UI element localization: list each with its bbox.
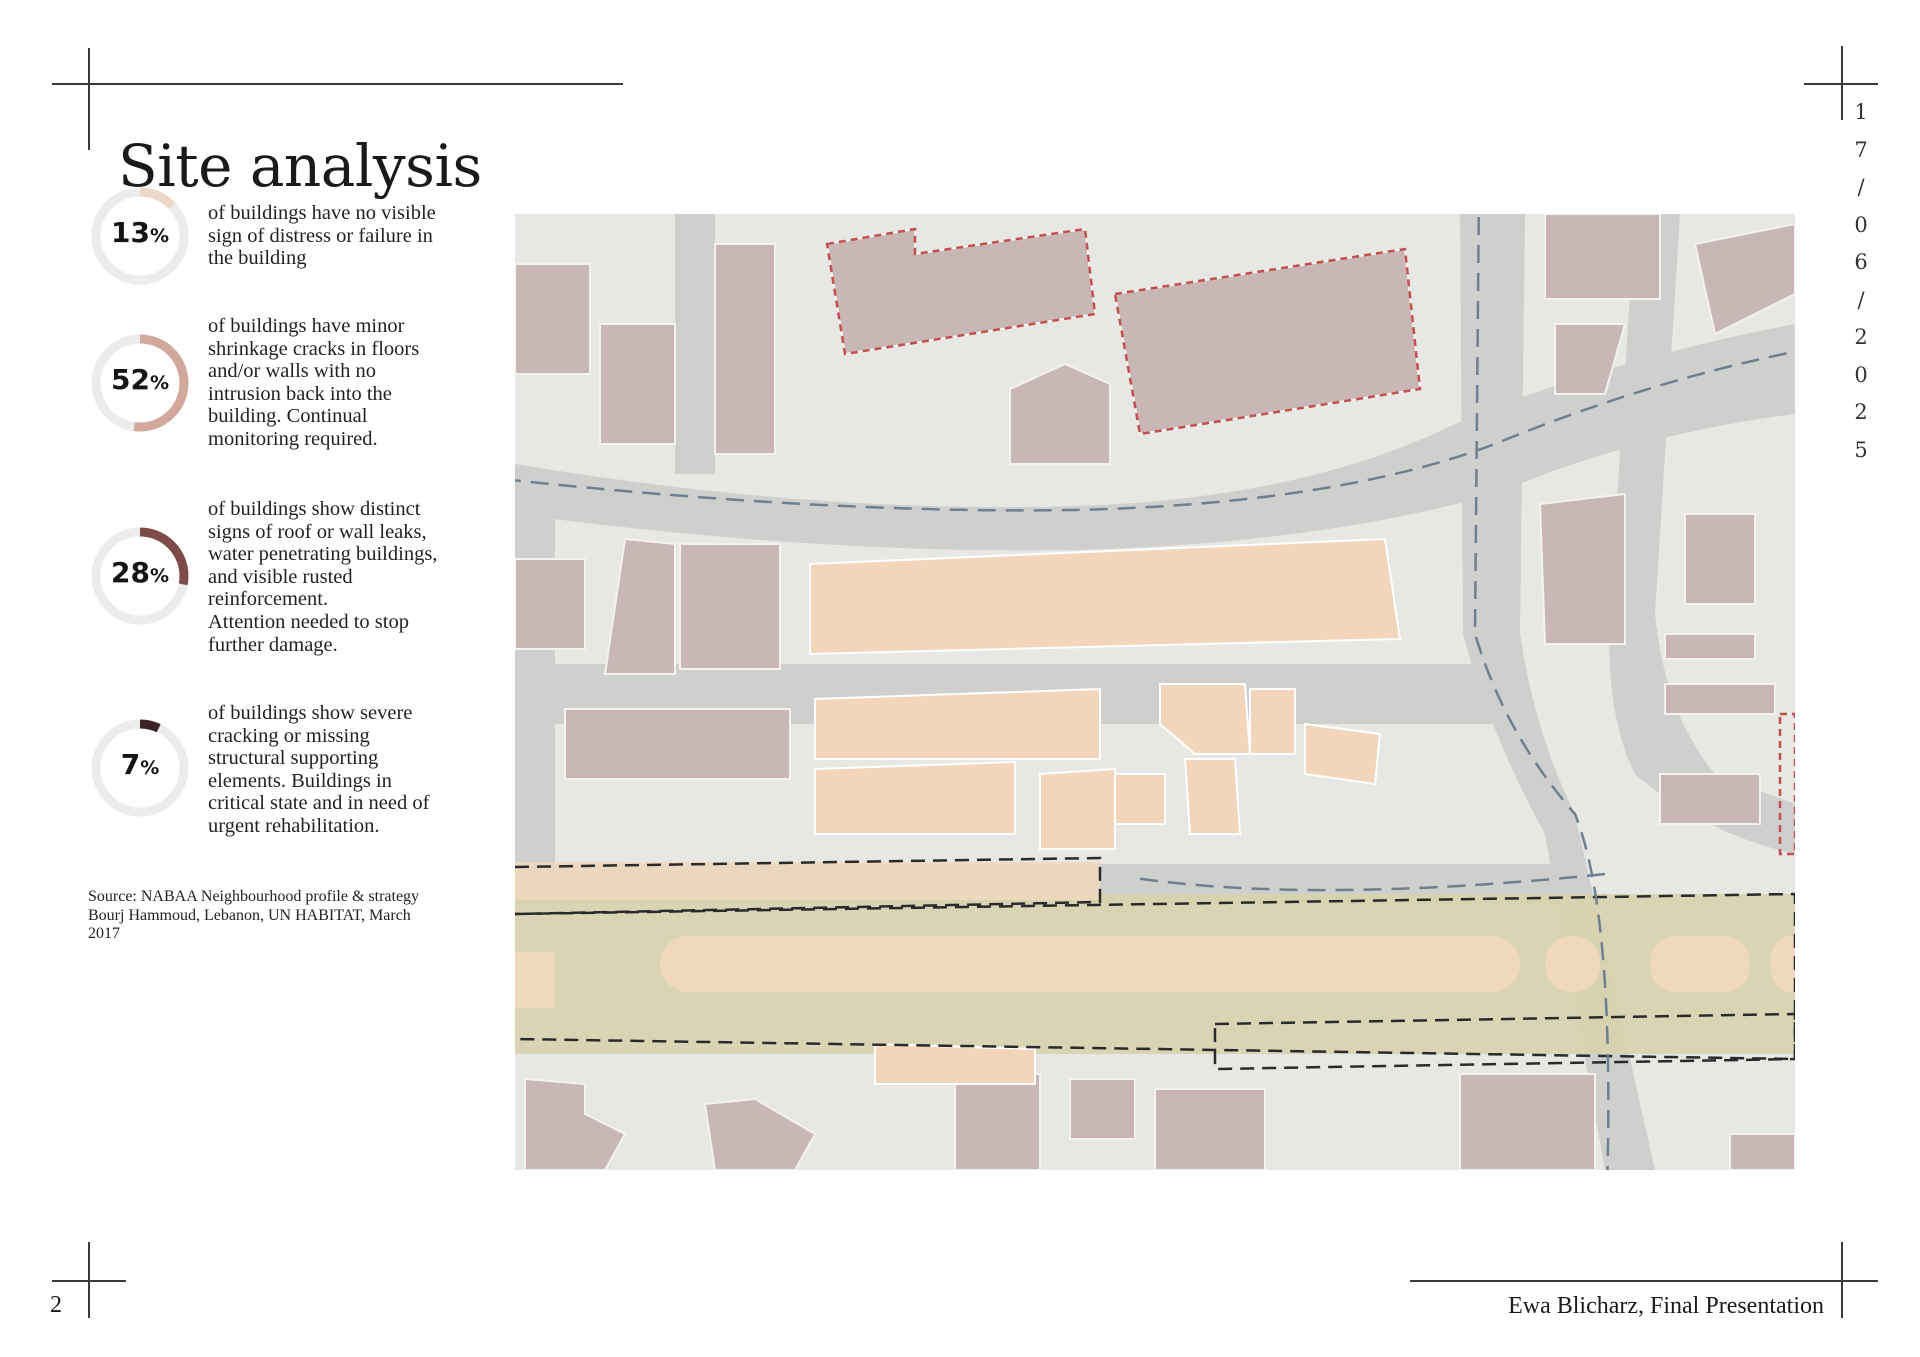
building <box>1685 514 1755 604</box>
building-cluster <box>815 762 1015 834</box>
building-cluster <box>1115 774 1165 824</box>
top-left-horizontal-rule <box>52 83 623 85</box>
building <box>600 324 675 444</box>
left-road <box>675 214 715 474</box>
stat-unit: % <box>149 565 169 587</box>
date-character: 7 <box>1854 137 1868 162</box>
stat-unit: % <box>149 225 169 247</box>
bottom-right-horizontal-rule <box>1410 1280 1878 1282</box>
boulevard-median <box>660 936 1520 992</box>
date-character: 6 <box>1854 250 1868 274</box>
building <box>1730 1134 1795 1170</box>
page-number: 2 <box>50 1292 62 1318</box>
building-cluster <box>1040 769 1115 849</box>
boulevard-median <box>1650 936 1750 992</box>
stat-item <box>88 184 488 294</box>
stat-description: of buildings show distinct signs of roof or wall leaks, water penetrating buildings, and visible rusted reinforcement. Attention needed to stop further damage. <box>208 498 438 656</box>
building-cluster <box>815 689 1100 759</box>
building <box>515 559 585 649</box>
top-right-horizontal-mark <box>1804 83 1878 85</box>
stat-number: 13 <box>110 216 150 249</box>
building <box>515 264 590 374</box>
building <box>1540 494 1625 644</box>
stat-description: of buildings have no visible sign of distress or failure in the building <box>208 202 436 270</box>
stat-unit: % <box>149 372 169 394</box>
bottom-left-horizontal-mark <box>52 1280 126 1282</box>
building <box>1660 774 1760 824</box>
building <box>1545 214 1660 299</box>
building <box>955 1074 1040 1170</box>
date-vertical <box>1846 94 1876 469</box>
building <box>715 244 775 454</box>
stat-description: of buildings show severe cracking or missing structural supporting elements. Buildings in critical state and in need of urgent rehabilitation. <box>208 702 430 837</box>
stat-number: 28 <box>110 556 150 589</box>
building <box>1665 684 1775 714</box>
stat-number: 7 <box>120 748 141 781</box>
stat-value <box>88 216 192 249</box>
stat-value <box>88 748 192 781</box>
building <box>680 544 780 669</box>
page-title: Site analysis <box>118 131 482 200</box>
boulevard-median <box>1545 936 1600 992</box>
building-cluster <box>1250 689 1295 754</box>
date-character: 1 <box>1854 100 1868 124</box>
building <box>565 709 790 779</box>
stat-value <box>88 556 192 589</box>
stat-value <box>88 363 192 396</box>
date-character: 2 <box>1854 325 1868 349</box>
date-character: 5 <box>1854 437 1868 462</box>
boulevard-edge <box>515 952 555 1008</box>
building <box>1665 634 1755 659</box>
stat-number: 52 <box>110 363 150 396</box>
date-character: 0 <box>1854 362 1868 387</box>
boulevard-edge <box>515 862 1100 900</box>
building-edge <box>875 1044 1035 1084</box>
building <box>1070 1079 1135 1139</box>
building-cluster <box>1305 724 1380 784</box>
stat-item <box>88 702 488 837</box>
stat-unit: % <box>140 757 160 779</box>
date-character: / <box>1857 175 1865 199</box>
site-plan-map <box>515 214 1795 1170</box>
date-character: 2 <box>1854 400 1868 424</box>
date-character: 0 <box>1854 212 1868 237</box>
stat-item <box>88 498 488 656</box>
stat-description: of buildings have minor shrinkage cracks in floors and/or walls with no intrusion back into the building. Continual monitoring required. <box>208 315 420 450</box>
date-character: / <box>1857 287 1865 312</box>
building <box>1155 1089 1265 1170</box>
building-cluster <box>1185 759 1240 834</box>
footer-author: Ewa Blicharz, Final Presentation <box>1508 1293 1824 1319</box>
source-note: Source: NABAA Neighbourhood profile & strategy Bourj Hammoud, Lebanon, UN HABITAT, March 2017 <box>88 888 420 942</box>
stat-item <box>88 315 488 471</box>
top-left-vertical-mark <box>88 48 90 150</box>
building <box>1460 1074 1595 1170</box>
